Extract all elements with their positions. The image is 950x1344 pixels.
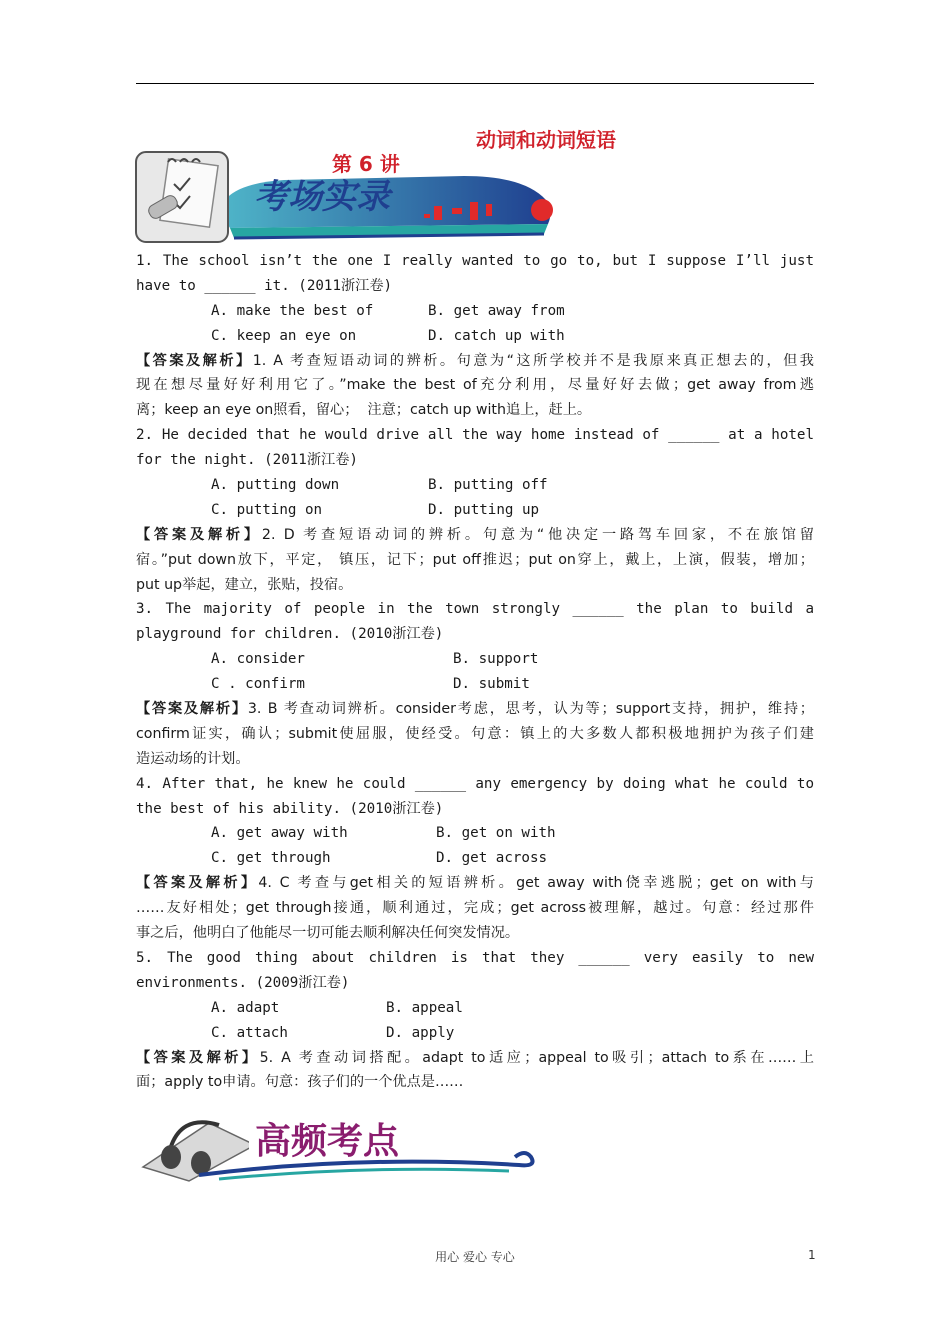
answer-option: B. get away from: [428, 302, 565, 319]
answer-tag: 【答案及解析】: [136, 875, 259, 892]
answer-text: 3. B 考查动词辨析。consider考虑，思考，认为等；support支持，拥护，维持；: [247, 701, 814, 718]
option-row: [136, 299, 814, 324]
answer-option: D. catch up with: [428, 327, 565, 344]
answer-explanation-line: ……友好相处；get through接通，顺利通过，完成；get across被理解，越过。句意：经过那件: [136, 900, 814, 917]
page-number: 1: [808, 1248, 816, 1262]
question-item: [136, 597, 814, 771]
header-rule: [136, 83, 814, 84]
lesson-topic: 动词和动词短语: [476, 128, 616, 152]
answer-option: B. appeal: [386, 999, 463, 1016]
answer-text: 2. D 考查短语动词的辨析。句意为“他决定一路驾车回家，不在旅馆留: [261, 526, 814, 543]
hot-points-label: 高频考点: [255, 1121, 400, 1162]
answer-option: C. get through: [211, 850, 331, 867]
answer-tag: 【答案及解析】: [136, 526, 262, 543]
question-item: [136, 946, 814, 1095]
question-list: [136, 249, 814, 1095]
answer-text: 5. A 考查动词搭配。adapt to适应；appeal to吸引；attach to系在……上: [259, 1049, 814, 1066]
question-stem-line: have to ______ it. (2011浙江卷): [136, 277, 393, 294]
question-stem-line: 5. The good thing about children is that they ______ very easily to new: [136, 949, 814, 966]
lesson-number: 第 6 讲: [331, 152, 400, 176]
answer-tag: 【答案及解析】: [136, 1049, 260, 1066]
notepad-icon: [136, 152, 228, 242]
answer-explanation-line: 造运动场的计划。: [136, 750, 250, 767]
exam-record-label: 考场实录: [254, 177, 390, 217]
option-row: [136, 846, 814, 871]
answer-explanation-line: [136, 349, 814, 374]
answer-option: C. putting on: [211, 501, 323, 518]
answer-tag: 【答案及解析】: [136, 701, 248, 718]
answer-explanation-line: [136, 523, 814, 548]
question-stem-line: environments. (2009浙江卷): [136, 974, 350, 991]
answer-explanation-line: 现在想尽量好好利用它了。”make the best of充分利用，尽量好好去做；get away from逃: [136, 377, 814, 394]
page-footer: 用心 爱心 专心: [435, 1250, 515, 1264]
option-row: [136, 498, 814, 523]
answer-explanation-line: [136, 1046, 814, 1071]
answer-explanation-line: [136, 697, 814, 722]
option-row: [136, 324, 814, 349]
answer-text: 4. C 考查与get相关的短语辨析。get away with侥幸逃脱；get on with与: [258, 875, 814, 892]
answer-option: C . confirm: [211, 676, 305, 693]
question-stem-line: 4. After that, he knew he could ______ any emergency by doing what he could to: [136, 775, 814, 792]
answer-option: A. make the best of: [211, 302, 374, 319]
answer-text: 1. A 考查短语动词的辨析。句意为“这所学校并不是我原来真正想去的，但我: [252, 352, 814, 369]
question-stem-line: the best of his ability. (2010浙江卷): [136, 800, 444, 817]
question-item: [136, 423, 814, 597]
answer-explanation-line: put up举起，建立，张贴，投宿。: [136, 576, 353, 593]
answer-explanation-line: 离；keep an eye on照看，留心； 注意；catch up with追上，赶上。: [136, 402, 592, 419]
exam-record-banner: [134, 150, 558, 244]
question-item: [136, 772, 814, 946]
option-row: [136, 1021, 814, 1046]
answer-option: D. get across: [436, 850, 548, 867]
answer-option: A. get away with: [211, 825, 348, 842]
answer-option: B. putting off: [428, 477, 548, 494]
answer-explanation-line: confirm证实，确认；submit使屈服，使经受。句意：镇上的大多数人都积极地拥护为孩子们建: [136, 725, 814, 742]
question-stem-line: playground for children. (2010浙江卷): [136, 626, 444, 643]
answer-option: C. keep an eye on: [211, 327, 357, 344]
answer-explanation-line: 面；apply to申请。句意：孩子们的一个优点是……: [136, 1074, 464, 1091]
option-row: [136, 647, 814, 672]
answer-option: A. consider: [211, 651, 305, 668]
question-item: [136, 249, 814, 423]
question-stem-line: 2. He decided that he would drive all the way home instead of ______ at a hotel: [136, 427, 814, 444]
question-stem-line: 3. The majority of people in the town strongly ______ the plan to build a: [136, 601, 814, 618]
option-row: [136, 996, 814, 1021]
answer-option: B. support: [453, 651, 539, 668]
answer-option: C. attach: [211, 1024, 288, 1041]
answer-option: B. get on with: [436, 825, 556, 842]
question-stem-line: 1. The school isn’t the one I really wanted to go to, but I suppose I’ll just: [136, 253, 814, 269]
answer-tag: 【答案及解析】: [136, 352, 253, 369]
answer-option: D. apply: [386, 1024, 455, 1041]
question-stem-line: for the night. (2011浙江卷): [136, 452, 358, 469]
hot-points-banner: [139, 1103, 539, 1183]
option-row: [136, 473, 814, 498]
answer-explanation-line: [136, 871, 814, 896]
answer-option: D. submit: [453, 676, 530, 693]
answer-explanation-line: 宿。”put down放下，平定， 镇压，记下；put off推迟；put on穿上，戴上，上演，假装，增加；: [136, 551, 814, 568]
answer-explanation-line: 事之后，他明白了他能尽一切可能去顺利解决任何突发情况。: [136, 925, 520, 942]
option-row: [136, 672, 814, 697]
option-row: [136, 821, 814, 846]
answer-option: D. putting up: [428, 501, 540, 518]
answer-option: A. putting down: [211, 477, 340, 494]
answer-option: A. adapt: [211, 999, 280, 1016]
